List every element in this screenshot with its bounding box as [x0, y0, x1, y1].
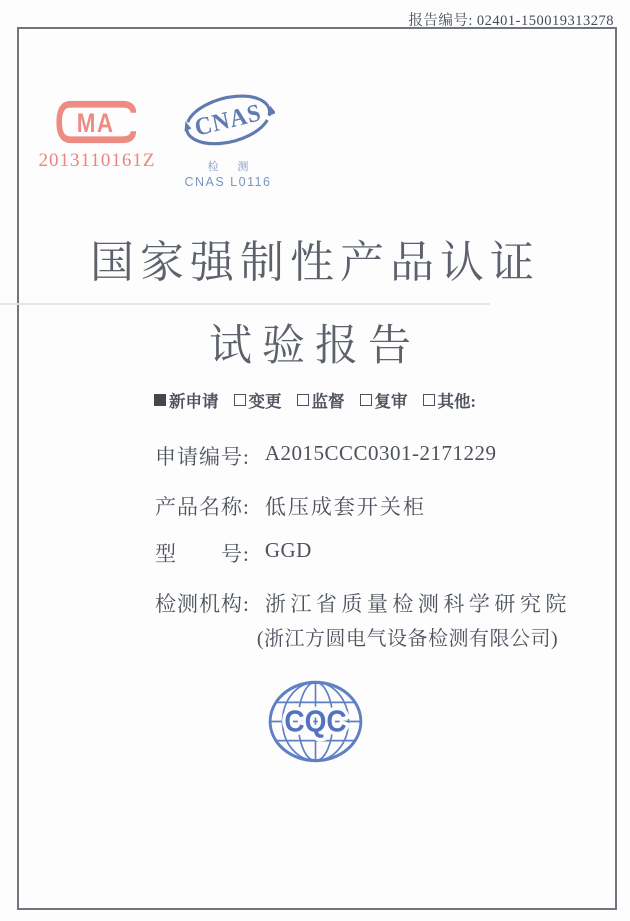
field-value-group: [256, 588, 571, 651]
checkbox-icon: [423, 394, 435, 406]
checkbox-other: [423, 388, 477, 412]
checkbox-icon: [234, 394, 246, 406]
cnas-letters: CNAS: [192, 98, 264, 142]
checkbox-label: 监督: [311, 392, 345, 411]
field-model: [155, 538, 312, 568]
field-value: GGD: [264, 538, 312, 562]
cnas-accreditation-mark: [181, 84, 275, 189]
checkbox-label: 变更: [248, 392, 282, 411]
cnas-code: CNAS L0116: [184, 175, 272, 189]
checkbox-review: [360, 388, 408, 412]
checkbox-supervision: [297, 388, 345, 412]
field-testing-agency: [155, 588, 571, 651]
application-type-options: [0, 388, 630, 412]
field-value: 浙江省质量检测科学研究院: [264, 592, 571, 616]
checkbox-label: 新申请: [169, 392, 219, 411]
document-title: 国家强制性产品认证: [90, 238, 540, 287]
cqc-letters: CQC: [284, 704, 347, 739]
cnas-caption: 检 测: [207, 161, 257, 173]
field-application-number: [155, 441, 497, 471]
checkbox-icon: [297, 394, 309, 406]
cma-accreditation-mark: [36, 100, 158, 172]
field-label: 产品名称:: [155, 495, 250, 519]
field-label: 申请编号:: [155, 445, 250, 469]
checkbox-icon: [154, 394, 166, 406]
checkbox-label: 其他:: [437, 392, 476, 411]
cqc-logo-icon: [266, 676, 365, 767]
report-number-value: 02401-150019313278: [476, 13, 614, 29]
cma-certificate-number: 2013110161Z: [38, 150, 156, 171]
cma-letters: MA: [76, 109, 115, 139]
field-value: A2015CCC0301-2171229: [264, 441, 497, 465]
checkbox-icon: [360, 394, 372, 406]
scan-artifact-line: [0, 303, 490, 305]
document-subtitle: 试验报告: [209, 323, 421, 370]
field-value-line2: (浙江方圆电气设备检测有限公司): [256, 628, 559, 650]
checkbox-change: [234, 388, 282, 412]
cnas-logo-icon: [181, 84, 275, 160]
cma-logo-icon: [55, 100, 139, 144]
field-label: 型 号:: [155, 542, 250, 566]
field-value: 低压成套开关柜: [264, 495, 426, 519]
field-product-name: [155, 491, 426, 521]
report-number-label: 报告编号:: [408, 13, 473, 29]
checkbox-new-application: [154, 388, 219, 412]
checkbox-label: 复审: [374, 392, 408, 411]
field-label: 检测机构:: [155, 592, 250, 616]
